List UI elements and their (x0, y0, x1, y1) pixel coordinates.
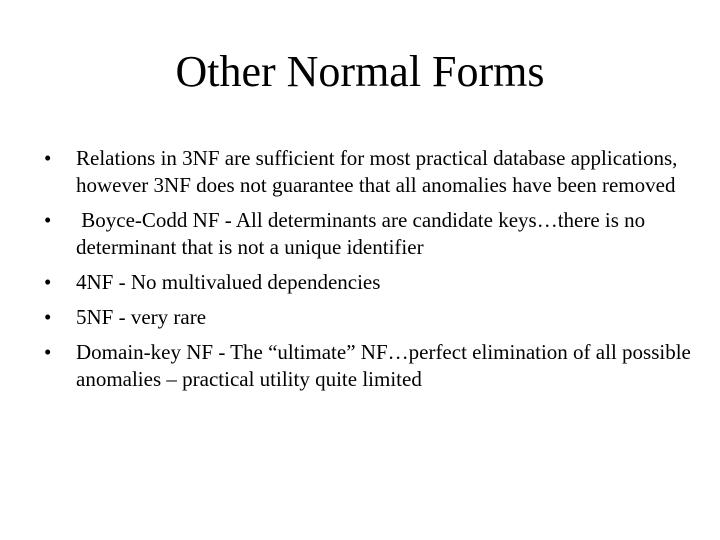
bullet-list (44, 145, 704, 401)
bullet-dot-icon: • (44, 146, 52, 170)
bullet-text: Relations in 3NF are sufficient for most practical database applications, however 3NF does not guarantee that all anomalies have been removed (76, 146, 678, 197)
bullet-item-bcnf (44, 207, 704, 261)
bullet-text: 4NF - No multivalued dependencies (76, 270, 381, 294)
bullet-item-5nf (44, 304, 704, 331)
bullet-dot-icon: • (44, 208, 52, 232)
bullet-item-dknf (44, 339, 704, 393)
bullet-text: Boyce-Codd NF - All determinants are candidate keys…there is no determinant that is not a unique identifier (76, 208, 651, 259)
bullet-dot-icon: • (44, 270, 52, 294)
bullet-item-4nf (44, 269, 704, 296)
bullet-dot-icon: • (44, 305, 52, 329)
bullet-text: Domain-key NF - The “ultimate” NF…perfect elimination of all possible anomalies – practical utility quite limited (76, 340, 691, 391)
slide-title: Other Normal Forms (175, 47, 545, 96)
bullet-item-3nf (44, 145, 704, 199)
bullet-dot-icon: • (44, 340, 52, 364)
bullet-text: 5NF - very rare (76, 305, 207, 329)
